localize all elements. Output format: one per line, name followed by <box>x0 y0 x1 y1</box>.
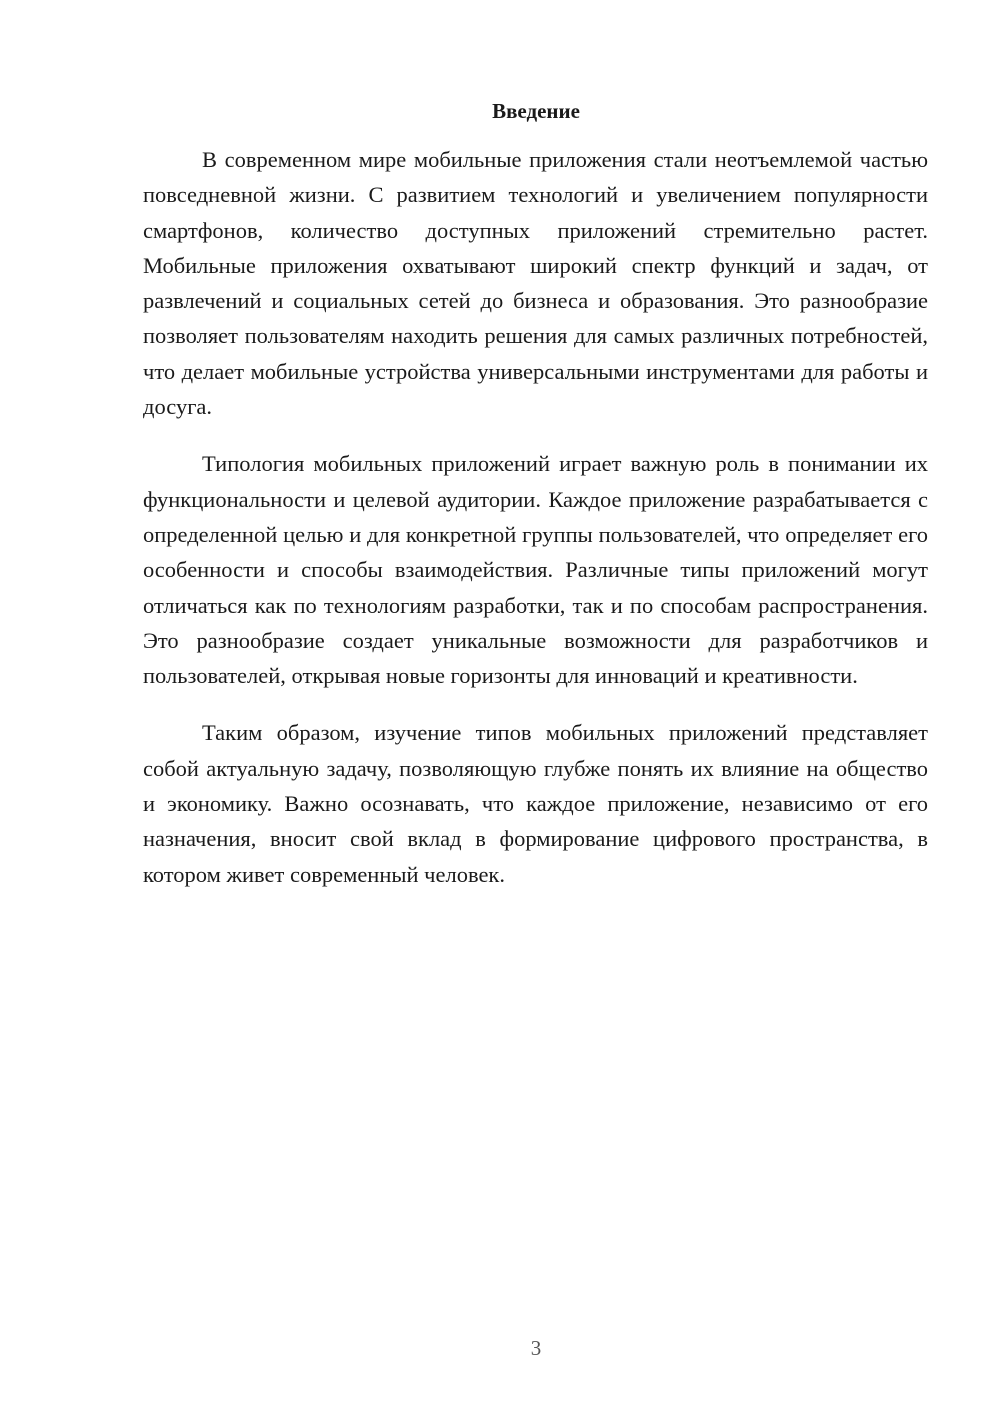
section-heading: Введение <box>492 99 580 123</box>
paragraph-typology: Типология мобильных приложений играет важную роль в понимании их функциональности и целевой аудитории. Каждое приложение разрабатывается с определенной целью и для конкретной группы пользователей, что определяет его особенности и способы взаимодействия. Различные типы приложений могут отличаться как по технологиям разработки, так и по способам распространения. Это разнообразие создает уникальные возможности для разработчиков и пользователей, открывая новые горизонты для инноваций и креативности. <box>143 451 928 689</box>
paragraph-conclusion: Таким образом, изучение типов мобильных приложений представляет собой актуальную задачу, позволяющую глубже понять их влияние на общество и экономику. Важно осознавать, что каждое приложение, независимо от его назначения, вносит свой вклад в формирование цифрового пространства, в котором живет современный человек. <box>143 720 928 887</box>
body-text <box>143 142 928 914</box>
page-number: 3 <box>530 1336 542 1360</box>
paragraph-intro: В современном мире мобильные приложения стали неотъемлемой частью повседневной жизни. С развитием технологий и увеличением популярности смартфонов, количество доступных приложений стремительно растет. Мобильные приложения охватывают широкий спектр функций и задач, от развлечений и социальных сетей до бизнеса и образования. Это разнообразие позволяет пользователям находить решения для самых различных потребностей, что делает мобильные устройства универсальными инструментами для работы и досуга. <box>143 147 928 420</box>
